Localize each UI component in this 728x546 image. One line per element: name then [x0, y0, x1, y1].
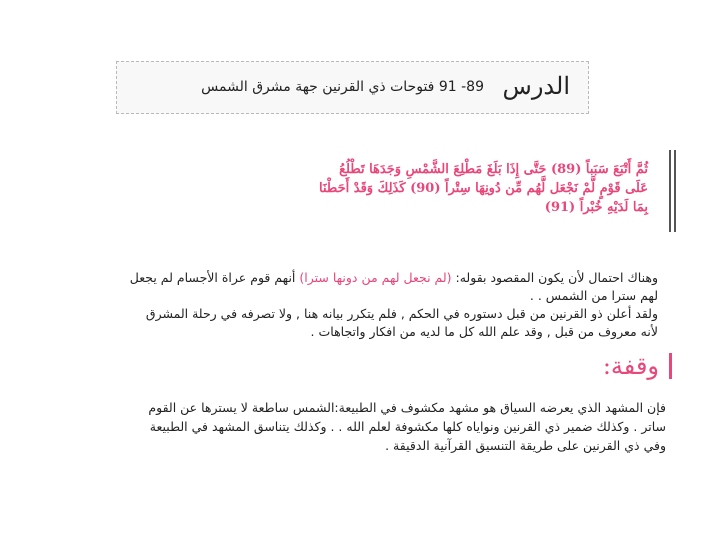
reflection-line: وفي ذي القرنين على طريقة التنسيق القرآنية الدقيقة . [385, 438, 666, 453]
reflection-line: ساتر . وكذلك ضمير ذي القرنين ونواياه كلها مكشوفة لعلم الله . . وكذلك يتناسق المشهد في الطبيعة [149, 419, 666, 434]
lesson-header [116, 61, 589, 114]
verse-marker [665, 150, 685, 232]
quran-verse [318, 160, 648, 217]
verse-line: عَلَى قَوْمٍ لَّمْ نَجْعَل لَّهُم مِّن دُونِهَا سِتْراً (90) كَذَلِكَ وَقَدْ أَحَطْنَا [319, 181, 648, 196]
explanation-line: ولقد أعلن ذو القرنين من قبل دستوره في الحكم , فلم يتكرر بيانه هنا , ولا تصرفه في رحلة المشرق [145, 306, 658, 321]
explanation-text: وهناك احتمال لأن يكون المقصود بقوله: [451, 270, 658, 285]
pause-bar [669, 353, 672, 379]
verse-line: ثُمَّ أَتْبَعَ سَبَباً (89) حَتَّى إِذَا بَلَغَ مَطْلِعَ الشَّمْسِ وَجَدَهَا تَطْلُعُ [339, 162, 648, 177]
reflection-paragraph [56, 398, 666, 455]
pause-heading [603, 352, 672, 380]
reflection-line: فإن المشهد الذي يعرضه السياق هو مشهد مكشوف في الطبيعة:الشمس ساطعة لا يسترها عن القوم [148, 400, 666, 415]
lesson-label: الدرس [502, 72, 570, 100]
verse-line: بِمَا لَدَيْهِ خُبْراً (91) [544, 200, 648, 215]
quoted-verse: (لم نجعل لهم من دونها سترا) [299, 270, 452, 285]
explanation-line: لأنه معروف من قبل , وقد علم الله كل ما لديه من افكار واتجاهات . [310, 324, 658, 339]
explanation-paragraph [58, 269, 658, 341]
lesson-title: 89- 91 فتوحات ذي القرنين جهة مشرق الشمس [201, 79, 484, 95]
explanation-line: لهم سترا من الشمس . . [529, 288, 658, 303]
pause-label: وقفة: [602, 352, 659, 380]
explanation-line [58, 269, 658, 287]
explanation-text: أنهم قوم عراة الأجسام لم يجعل [129, 270, 300, 285]
